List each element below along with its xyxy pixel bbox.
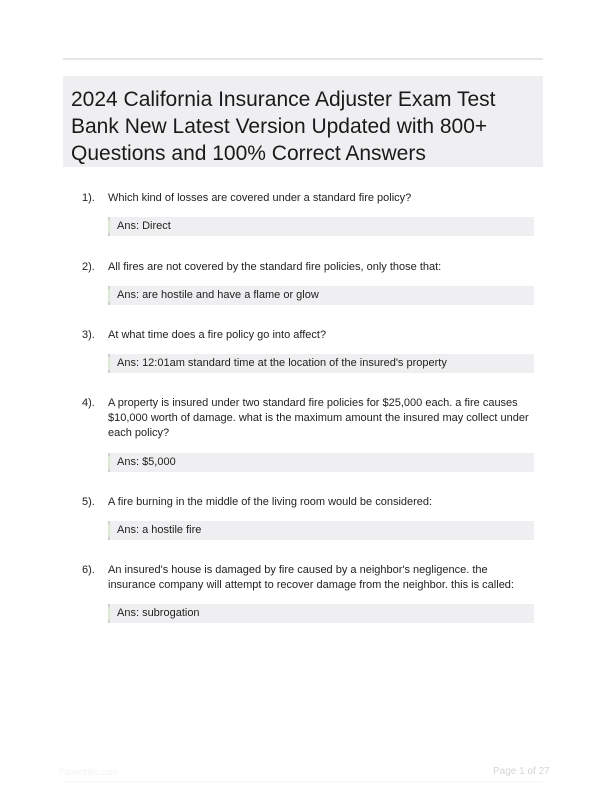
- page-title: 2024 California Insurance Adjuster Exam Test Bank New Latest Version Updated with 800+ Questions and 100% Correct Answers: [71, 88, 496, 165]
- question-text: A fire burning in the middle of the living room would be considered:: [108, 496, 433, 508]
- question-text: A property is insured under two standard fire policies for $25,000 each. a fire causes $10,000 worth of damage. what is the maximum amount the insured may collect under each policy?: [108, 397, 529, 440]
- answer-box: Ans: Direct: [108, 217, 534, 236]
- title-banner: [63, 76, 543, 167]
- question-number: 2).: [82, 261, 95, 273]
- question-item-5: [82, 495, 534, 540]
- footer-watermark: Papertrific.com: [58, 767, 119, 777]
- question-item-6: [82, 563, 534, 623]
- top-divider: [63, 58, 543, 60]
- question-text: All fires are not covered by the standard fire policies, only those that:: [108, 261, 442, 273]
- footer-divider: [63, 781, 543, 782]
- question-number: 6).: [82, 564, 95, 576]
- answer-box: Ans: 12:01am standard time at the location of the insured's property: [108, 354, 534, 373]
- question-number: 3).: [82, 329, 95, 341]
- question-number: 5).: [82, 496, 95, 508]
- question-text: An insured's house is damaged by fire caused by a neighbor's negligence. the insurance company will attempt to recover damage from the neighbor. this is called:: [108, 564, 514, 592]
- answer-box: Ans: subrogation: [108, 604, 534, 623]
- answer-box: Ans: a hostile fire: [108, 521, 534, 540]
- question-item-1: [82, 191, 534, 236]
- question-item-4: [82, 396, 534, 472]
- page-indicator: Page 1 of 27: [493, 766, 550, 777]
- question-text: Which kind of losses are covered under a standard fire policy?: [108, 192, 412, 204]
- question-number: 4).: [82, 397, 95, 409]
- answer-box: Ans: are hostile and have a flame or glow: [108, 286, 534, 305]
- question-item-3: [82, 328, 534, 373]
- answer-box: Ans: $5,000: [108, 453, 534, 472]
- question-number: 1).: [82, 192, 95, 204]
- question-text: At what time does a fire policy go into affect?: [108, 329, 327, 341]
- question-item-2: [82, 260, 534, 305]
